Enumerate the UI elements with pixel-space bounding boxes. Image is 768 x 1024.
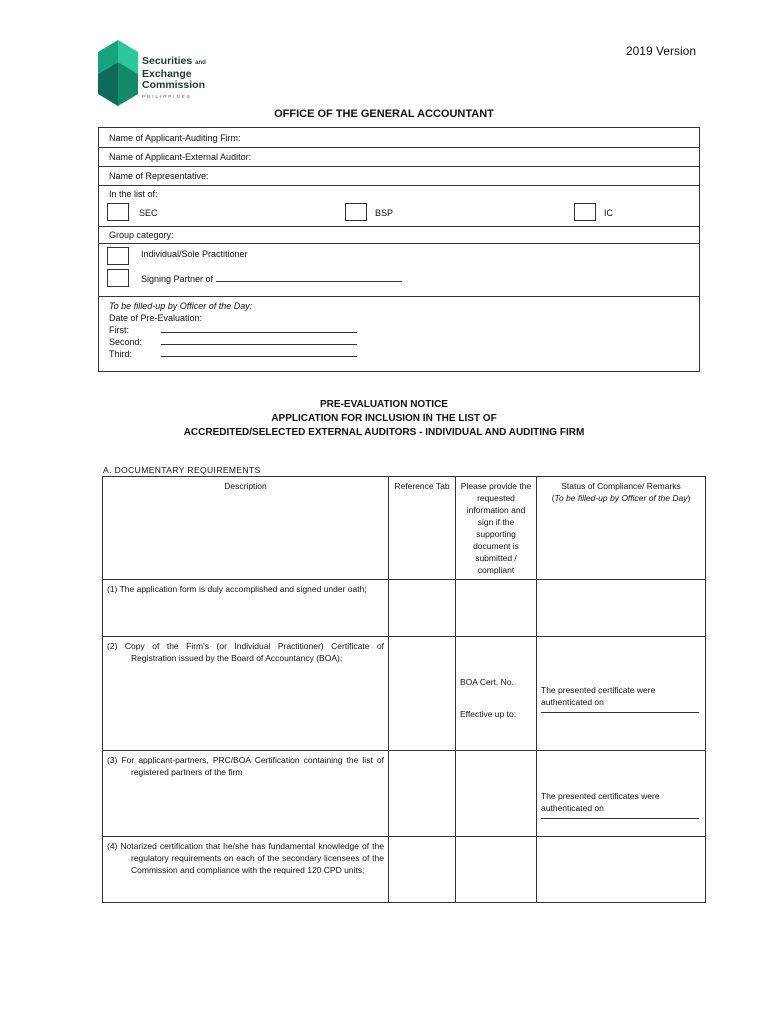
logo-line4: PHILIPPINES <box>142 94 192 99</box>
ic-checkbox[interactable] <box>574 203 596 221</box>
sec-checkbox[interactable] <box>107 203 129 221</box>
bsp-option-label: BSP <box>375 208 394 218</box>
effective-label: Effective up to: <box>460 709 517 719</box>
logo-line2: Exchange <box>142 68 192 80</box>
notice-line2: APPLICATION FOR INCLUSION IN THE LIST OF <box>271 413 497 424</box>
row3-reference-cell[interactable] <box>389 751 456 837</box>
group-category-label: Group category: <box>109 230 174 240</box>
row3-status-text: The presented certificates were authenticated on <box>541 791 660 813</box>
row2-description-text: (2) Copy of the Firm's (or Individual Practitioner) Certificate of Registration issued by the Board of Accountancy (BOA); <box>107 641 384 663</box>
row2-reference-cell[interactable] <box>389 637 456 751</box>
row4-status-cell[interactable] <box>537 837 706 903</box>
third-eval-field[interactable] <box>161 348 357 357</box>
representative-row <box>99 167 699 186</box>
logo-line1-small: and <box>195 60 206 66</box>
notice-line3: ACCREDITED/SELECTED EXTERNAL AUDITORS - INDIVIDUAL AND AUDITING FIRM <box>183 427 585 438</box>
table-row <box>103 637 706 751</box>
external-auditor-row <box>99 148 699 167</box>
signing-partner-field[interactable] <box>216 273 402 282</box>
description-header: Description <box>103 477 389 580</box>
row3-status-cell[interactable] <box>537 751 706 837</box>
row2-info-cell[interactable] <box>456 637 537 751</box>
table-header-row <box>103 477 706 580</box>
second-eval-label: Second: <box>109 337 143 347</box>
ic-option-label: IC <box>604 208 613 218</box>
version-label: 2019 Version <box>625 44 696 58</box>
row2-status-cell[interactable] <box>537 637 706 751</box>
status-header-line1: Status of Compliance/ Remarks <box>561 481 681 491</box>
row3-description <box>103 751 389 837</box>
second-eval-row <box>109 336 252 348</box>
first-eval-row <box>109 324 252 336</box>
office-title: OFFICE OF THE GENERAL ACCOUNTANT <box>274 108 494 120</box>
status-header <box>537 477 706 580</box>
sec-option-label: SEC <box>139 208 158 218</box>
bsp-checkbox[interactable] <box>345 203 367 221</box>
table-row <box>103 580 706 637</box>
row3-description-text: (3) For applicant-partners, PRC/BOA Certification containing the list of registered partners of the firm <box>107 755 384 777</box>
sec-logo-text <box>142 56 206 102</box>
table-row <box>103 751 706 837</box>
row4-reference-cell[interactable] <box>389 837 456 903</box>
logo-line3: Commission <box>142 79 206 91</box>
group-category-row <box>99 227 699 244</box>
signing-partner-checkbox[interactable] <box>107 269 129 287</box>
sec-logo-mark-icon <box>88 38 148 108</box>
logo-line1: Securities <box>142 55 193 67</box>
representative-label: Name of Representative: <box>109 171 209 181</box>
row1-reference-cell[interactable] <box>389 580 456 637</box>
status-header-italic: To be filled-up by Officer of the Day <box>554 493 688 503</box>
status-header-close: ) <box>687 493 691 503</box>
row3-status-line[interactable] <box>541 814 699 819</box>
pre-eval-date-label: Date of Pre-Evaluation: <box>109 313 203 323</box>
first-eval-label: First: <box>109 325 129 335</box>
third-eval-label: Third: <box>109 349 133 359</box>
row3-info-cell[interactable] <box>456 751 537 837</box>
row1-description-text: (1) The application form is duly accomplished and signed under oath; <box>107 584 367 594</box>
boa-cert-label: BOA Cert. No. <box>460 677 514 687</box>
row1-info-cell[interactable] <box>456 580 537 637</box>
row2-status-line[interactable] <box>541 708 699 713</box>
table-row <box>103 837 706 903</box>
auditing-firm-label: Name of Applicant-Auditing Firm: <box>109 133 241 143</box>
row2-description <box>103 637 389 751</box>
individual-option-label: Individual/Sole Practitioner <box>141 249 248 259</box>
notice-line1: PRE-EVALUATION NOTICE <box>320 399 448 410</box>
row2-status-text: The presented certificate were authenticated on <box>541 685 656 707</box>
auditing-firm-row <box>99 128 699 148</box>
officer-section <box>109 300 252 360</box>
provide-info-header: Please provide the requested information and sign if the supporting document is submitted / compliant <box>456 477 537 580</box>
second-eval-field[interactable] <box>161 336 357 345</box>
external-auditor-label: Name of Applicant-External Auditor: <box>109 152 252 162</box>
section-a-title: A. DOCUMENTARY REQUIREMENTS <box>103 465 261 475</box>
officer-note: To be filled-up by Officer of the Day: <box>109 301 253 311</box>
row4-description-text: (4) Notarized certification that he/she has fundamental knowledge of the regulatory requirements on each of the secondary licensees of the Commission and compliance with the required 120 CPD units; <box>107 841 384 875</box>
row4-info-cell[interactable] <box>456 837 537 903</box>
row1-status-cell[interactable] <box>537 580 706 637</box>
applicant-form <box>98 127 700 372</box>
pre-evaluation-notice <box>0 398 768 440</box>
group-options-row <box>99 244 699 297</box>
third-eval-row <box>109 348 252 360</box>
status-header-open: ( <box>551 493 555 503</box>
individual-checkbox[interactable] <box>107 247 129 265</box>
row1-description <box>103 580 389 637</box>
requirements-table <box>102 476 706 903</box>
list-of-row <box>99 186 699 227</box>
signing-partner-label <box>141 273 402 284</box>
reference-tab-header: Reference Tab <box>389 477 456 580</box>
row4-description <box>103 837 389 903</box>
first-eval-field[interactable] <box>161 324 357 333</box>
signing-partner-text: Signing Partner of <box>141 274 214 284</box>
list-of-label: In the list of: <box>109 189 158 199</box>
